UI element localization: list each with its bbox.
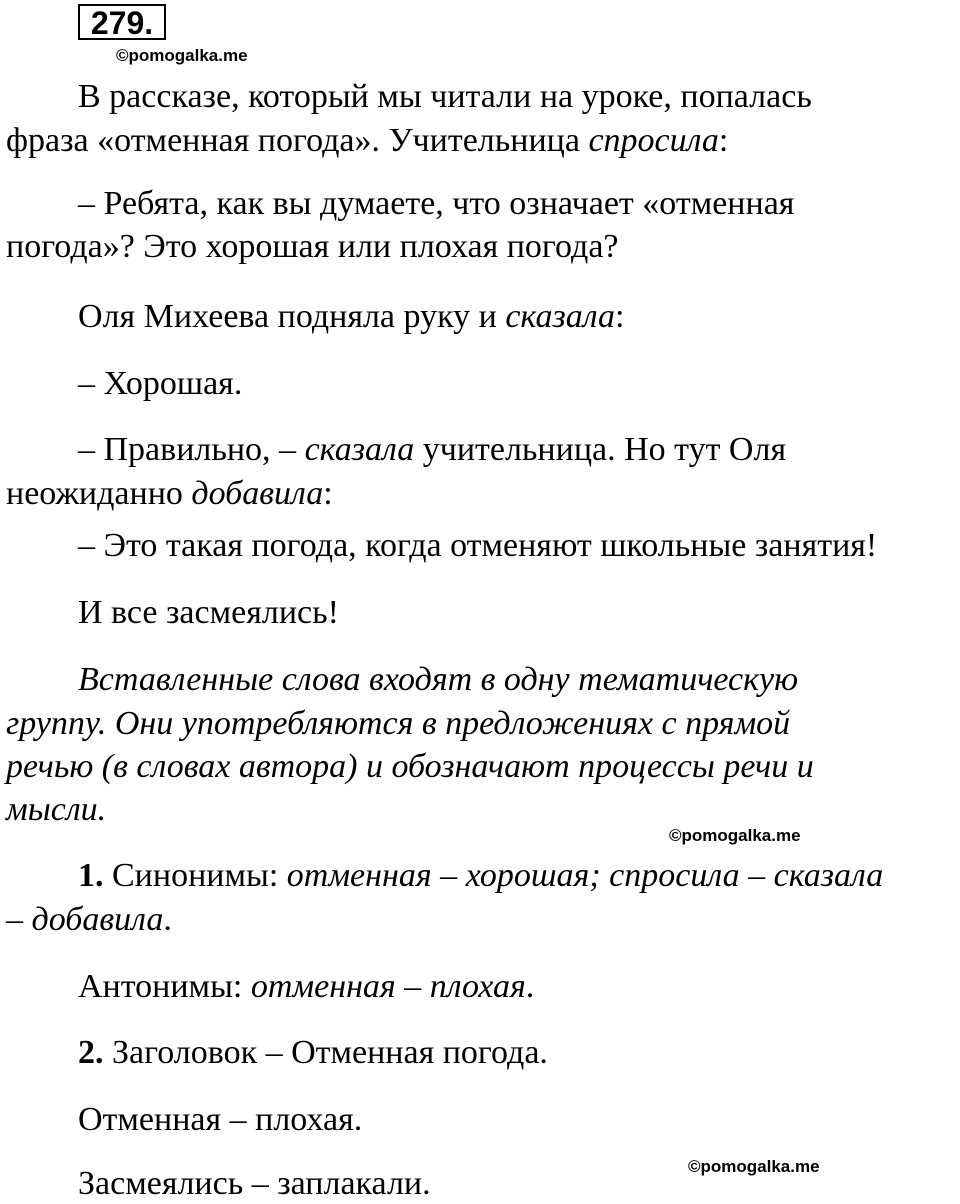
italic-text: отменная – хорошая; спросила – сказала — [286, 857, 884, 894]
story-line: – Ребята, как вы думаете, что означает «отменная — [78, 185, 795, 222]
explanation-line: группу. Они употребляются в предложениях с прямой — [6, 705, 791, 742]
text: : — [323, 475, 333, 512]
text: Антонимы: — [78, 968, 251, 1005]
explanation-line: мысли. — [6, 791, 107, 828]
text: : — [718, 122, 729, 159]
text: Оля Михеева подняла руку и — [78, 298, 506, 335]
text: Заголовок – Отменная погода. — [103, 1034, 548, 1071]
story-line: В рассказе, который мы читали на уроке, попалась — [78, 78, 812, 115]
story-line — [6, 474, 333, 514]
italic-text: отменная – плохая — [250, 968, 526, 1005]
answer-line — [78, 967, 534, 1007]
story-line — [6, 121, 728, 161]
story-line: И все засмеялись! — [78, 594, 339, 631]
story-line: – Это такая погода, когда отменяют школьные занятия! — [78, 527, 878, 564]
answer-number: 1. — [78, 857, 104, 894]
text: учительница. Но тут Оля — [414, 431, 787, 468]
answer-line — [6, 900, 172, 940]
text: : — [614, 298, 625, 335]
italic-word: сказала — [505, 298, 615, 335]
watermark: ©pomogalka.me — [116, 46, 248, 65]
story-line — [78, 430, 786, 470]
text: . — [163, 901, 172, 938]
italic-word: сказала — [304, 431, 415, 468]
watermark: ©pomogalka.me — [669, 826, 801, 845]
story-line — [78, 297, 624, 337]
text: . — [525, 968, 535, 1005]
exercise-number: 279. — [78, 4, 166, 40]
text: неожиданно — [6, 475, 192, 512]
answer-line: Отменная – плохая. — [78, 1101, 363, 1138]
story-line: – Хорошая. — [78, 365, 243, 402]
story-line: погода»? Это хорошая или плохая погода? — [6, 228, 619, 265]
answer-line — [78, 856, 883, 896]
italic-word: спросила — [588, 122, 719, 159]
answer-line: Засмеялись – заплакали. — [78, 1165, 431, 1202]
watermark: ©pomogalka.me — [688, 1157, 820, 1176]
text: Синонимы: — [103, 857, 287, 894]
explanation-line: речью (в словах автора) и обозначают процессы речи и — [6, 748, 814, 785]
text: – Правильно, – — [78, 431, 305, 468]
text: фраза «отменная погода». Учительница — [6, 122, 589, 159]
explanation-line: Вставленные слова входят в одну тематическую — [78, 661, 799, 698]
answer-line — [78, 1033, 548, 1073]
answer-number: 2. — [78, 1034, 104, 1071]
italic-text: – добавила — [6, 901, 164, 938]
italic-word: добавила — [191, 475, 324, 512]
